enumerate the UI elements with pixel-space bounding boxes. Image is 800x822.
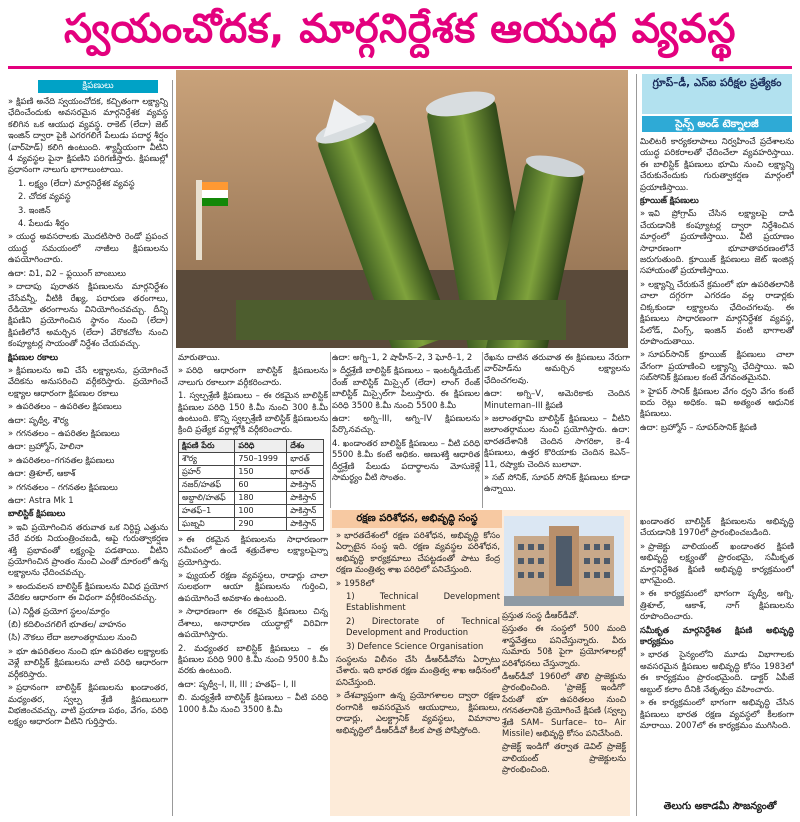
science-technology-box: సైన్స్ అండ్ టెక్నాలజీ bbox=[642, 116, 792, 132]
paragraph: (బి) కదిలించగలిగే భూతల/ వాహనం bbox=[8, 619, 127, 630]
paragraph: రేఖను దాటిన తరువాత ఈ క్షిపణులు నేరుగా వార్‌హెడ్‌ను అమర్చిన లక్ష్యాలను ఛేదించగలవు. bbox=[484, 352, 630, 385]
table-cell: దేశం bbox=[287, 439, 324, 452]
table-cell: ప్రహర్ bbox=[179, 465, 235, 478]
paragraph: 2. చోదక వ్యవస్థ bbox=[18, 191, 71, 202]
table-cell: అబ్దాలి/హతఫ్ bbox=[179, 491, 235, 504]
paragraph: » ఈ రకమైన క్షిపణులను సాధారణంగా సమీపంలో ఉండే శత్రుదేశాల లక్ష్యాలపైన్నా ప్రయోగిస్తారు. bbox=[178, 534, 328, 568]
paragraph: 1. లక్ష్యం (లేదా) మార్గనిర్దేశక వ్యవస్థ bbox=[18, 177, 135, 188]
table-cell: 750–1999 bbox=[235, 452, 287, 465]
table-header-row bbox=[179, 439, 324, 452]
paragraph: ఉదా: అగ్ని–III, అగ్ని–IV క్షిపణులను పేర్కొనవచ్చు. bbox=[332, 413, 480, 435]
paragraph: ప్రస్తుత సంస్థ డీఆర్‌డీవో. bbox=[502, 610, 579, 620]
paragraph: (సి) నౌకలు లేదా జలాంతర్గాముల నుంచి bbox=[8, 632, 137, 643]
paragraph: » ఇవి ప్రయోగించిన తరువాత ఒక నిర్దిష్ట ఎత్తును చేరే వరకు నియంత్రించబడి, ఆపై గురుత్వాకర్షణ శక్తి ప్రభావంతో లక్ష్యంపై పడతాయి. వీటిని ప్రయోగించిన ప్రాంతం నుంచి ఎంతో దూరంలో ఉన్న లక్ష్యాలను ఛేదించవచ్చు. bbox=[8, 522, 168, 579]
paragraph: సంస్థలను విలీనం చేసి డీఆర్‌డీవోను ఏర్పాటు చేశారు. ఇది భారత రక్షణ మంత్రిత్వ శాఖ ఆధీనంలో పనిచేస్తుంది. bbox=[336, 654, 500, 687]
table-cell: భారత్ bbox=[287, 452, 324, 465]
paragraph: » ఉపరితలం–గగనతల క్షిపణులు bbox=[8, 455, 168, 466]
paragraph: » లక్ష్యాన్ని చేరుకునే క్రమంలో భూ ఉపరితలానికి చాలా దగ్గరగా ఎగరడం వల్ల రాడార్లకు చిక్కకుండా లక్ష్యాలను ఛేదించగలవు. ఈ క్షిపణులు సాధారణంగా మార్గనిర్దేశక వ్యవస్థ, పేలోడ్, వింగ్స్, ఇంజిన్ వంటి భాగాలతో రూపొందుతాయి. bbox=[640, 279, 794, 347]
paragraph: » ఫ్యుయల్ రక్షణ వ్యవస్థలు, రాడార్లు చాలా సులభంగా ఆయా క్షిపణులను గుర్తించి, ఉపయోగించే అవకాశం ఉంటుంది. bbox=[178, 570, 328, 604]
paragraph: » ప్రధానంగా బాలిస్టిక్ క్షిపణులను ఖండాంతర, మధ్యంతర, స్వల్ప శ్రేణి క్షిపణులుగా విభజించవచ్చు. వాటి ప్రయాణ పథం, వేగం, పరిధి లక్ష్యం ఆధారంగా వీటిని గుర్తిస్తారు. bbox=[8, 682, 168, 728]
paragraph: ప్రస్తుతం ఈ సంస్థలో 500 మంది శాస్త్రవేత్తలు పనిచేస్తున్నారు. వీరు సుమారు 50కి పైగా ప్రయోగశాలల్లో పరిశోధనలు చేస్తున్నారు. bbox=[502, 623, 626, 668]
paragraph: ప్రాజెక్ట్ ఇండిగో తర్వాత డెవిల్ ప్రాజెక్ట్ వాలియంట్ ప్రాజెక్టులను ప్రారంభించింది. bbox=[502, 741, 626, 775]
paragraph: » జలాంతర్గామి బాలిస్టిక్ క్షిపణులు – వీటిని జలాంతర్గాముల నుంచి ప్రయోగిస్తారు. ఉదా: భారతదేశానికి చెందిన సాగరికా, కె–4 క్షిపణులు, ఉత్తర కొరియాకు చెందిన కెఎన్–11, రష్యాకు చెందిన బులావా. bbox=[484, 413, 630, 470]
paragraph: 3) Defence Science Organisation bbox=[346, 640, 484, 651]
table-cell: పాకిస్తాన్ bbox=[287, 478, 324, 491]
column-divider bbox=[330, 352, 331, 508]
column-divider bbox=[636, 74, 637, 816]
paragraph: » భారతదేశంలో రక్షణ పరిశోధన, అభివృద్ధి కోసం ఏర్పాటైన సంస్థ ఇది. రక్షణ వ్యవస్థల పరిశోధన, అభివృద్ధి కార్యక్రమాలు చేపట్టడంతో పాటు కేంద్ర రక్షణ మంత్రిత్వ శాఖ పరిధిలో పనిచేస్తుంది. bbox=[336, 530, 500, 576]
table-row bbox=[179, 478, 324, 491]
paragraph: 4. పేలుడు శీర్షం bbox=[18, 218, 70, 229]
table-cell: పాకిస్తాన్ bbox=[287, 517, 324, 530]
paragraph: » ఉపరితలం – ఉపరితల క్షిపణులు bbox=[8, 401, 168, 412]
section-heading: క్షిపణుల రకాలు bbox=[8, 351, 59, 362]
table-cell: క్షిపణి పేరు bbox=[179, 439, 235, 452]
column-1 bbox=[8, 96, 168, 816]
paragraph: » సబ్ సోనిక్, సూపర్ సోనిక్ క్షిపణులు కూడా ఉన్నాయి. bbox=[484, 472, 630, 495]
table-cell: 150 bbox=[235, 465, 287, 478]
defence-section-title: రక్షణ పరిశోధన, అభివృద్ధి సంస్థ bbox=[332, 510, 502, 528]
paragraph: మిలిటరీ కార్యకలాపాలు నిర్వహించే ప్రదేశాలను యుద్ధ పరికరాలతో ఛేదించేలా వ్యవహరిస్తాయి. ఈ బాలిస్టిక్ క్షిపణులు భూమి నుంచి లక్ష్యాన్ని చేరుకునేందుకు గురుత్వాకర్షణ మార్గంలో ప్రయాణిస్తాయి. bbox=[640, 136, 794, 192]
group-exam-box: గ్రూప్–డీ, ఎస్‌ఐ పరీక్షల ప్రత్యేకం bbox=[642, 74, 792, 114]
paragraph: » సాధారణంగా ఈ రకమైన క్షిపణులు చిన్న దేశాలు, అనాధారణ యుద్ధాల్లో విరివిగా ఉపయోగిస్తారు. bbox=[178, 606, 328, 640]
table-cell: నజర్/హతఫ్ bbox=[179, 478, 235, 491]
paragraph: 4. ఖండాంతర బాలిస్టిక్ క్షిపణులు – వీటి పరిధి 5500 కి.మీ కంటే అధికం. అణుశక్తి ఆధారిత దీర్ఘశ్రేణి పేలుడు పదార్థాలను మోసుకెళ్లే సామర్థ్యం వీటి సొంతం. bbox=[332, 437, 480, 483]
paragraph: » క్షిపణి అనేది స్వయంచోదక, కచ్చితంగా లక్ష్యాన్ని ఛేదించేందుకు అవసరమైన మార్గనిర్దేశక వ్యవస్థ కలిగిన ఒక ఆయుధ వ్యవస్థ. రాకెట్ (లేదా) జెట్ ఇంజిన్ ద్వారా పైకి ఎగరగలిగే పేలుడు పదార్థ శీర్షం (వార్‌హెడ్) కలిగి ఉంటుంది. శ్యాస్త్రీయంగా వీటిని 4 వ్యవస్థల పైనా క్షిపణిని పరిగణిస్తారు. క్షిపణుల్లో ప్రధానంగా నాలుగు భాగాలుంటాయి. bbox=[8, 96, 168, 176]
table-cell: పరిధి bbox=[235, 439, 287, 452]
paragraph: ఉదా: వి1, వి2 – ఫ్లయింగ్ బాంబులు bbox=[8, 267, 126, 278]
drdo-building-svg bbox=[504, 516, 624, 606]
table-cell: పాకిస్తాన్ bbox=[287, 504, 324, 517]
table-cell: ఘజ్నవి bbox=[179, 517, 235, 530]
credit-line: తెలుగు అకాడమీ సౌజన్యంతో bbox=[663, 801, 777, 812]
column-4 bbox=[484, 352, 630, 504]
paragraph: ఉదా: పృథ్వీ, శౌర్య bbox=[8, 414, 69, 425]
paragraph: » గగనతలం – గగనతల క్షిపణులు bbox=[8, 482, 168, 493]
paragraph: బి. మధ్యశ్రేణి బాలిస్టిక్ క్షిపణులు – వీటి పరిధి 1000 కి.మీ నుంచి 3500 కి.మీ bbox=[178, 692, 328, 714]
table-cell: 180 bbox=[235, 491, 287, 504]
column-divider bbox=[482, 352, 483, 508]
paragraph: 2) Directorate of Technical Development and Production bbox=[346, 615, 500, 638]
paragraph: » ఇవి ప్రోగ్రామ్ చేసిన లక్ష్యాలపై దాడి చేయడానికి కంప్యూటర్ల ద్వారా నిర్దేశించిన మార్గంలో ప్రయాణిస్తాయి. వీటి ప్రయాణం సాధారణంగా భూవాతావరణంలోనే జరుగుతుంది. క్రూయిజ్ క్షిపణులు జెట్ ఇంజిన్ల సహాయంతో ప్రయాణిస్తాయి. bbox=[640, 208, 794, 276]
paragraph: » గగనతలం – ఉపరితల క్షిపణులు bbox=[8, 428, 168, 439]
paragraph: » దేశవ్యాప్తంగా ఉన్న ప్రయోగశాలల ద్వారా రక్షణ రంగానికి అవసరమైన ఆయుధాలు, క్షిపణులు, రాడార్లు, ఎలక్ట్రానిక్ వ్యవస్థలు, విమానాల అభివృద్ధిలో డీఆర్‌డీవో కీలక పాత్ర పోషిస్తోంది. bbox=[336, 690, 500, 736]
missile-parade-photo-svg bbox=[176, 70, 628, 348]
paragraph: డీఆర్‌డీవో 1960లో తొలి ప్రాజెక్టును ప్రారంభించింది. 'ప్రాజెక్ట్ ఇండిగో' పేరుతో భూ ఉపరితలం నుంచి గగనతలానికి ప్రయోగించే క్షిపణి (స్వల్ప శ్రేణి SAM– Surface– to– Air Missile) అభివృద్ధి కోసం పనిచేసింది. bbox=[502, 671, 626, 739]
paragraph: ఉదా: Astra Mk 1 bbox=[8, 495, 74, 505]
paragraph: » క్షిపణులను అవి చేసే లక్ష్యాలను, ప్రయోగించే వేదికను అనుసరించి వర్గీకరిస్తారు. ప్రయోగించే లక్ష్యాల ఆధారంగా క్షిపణుల రకాలు bbox=[8, 365, 168, 399]
column-3 bbox=[332, 352, 480, 504]
defence-column-1 bbox=[336, 530, 500, 814]
paragraph: » భారత సైన్యంలోని మూడు విభాగాలకు అవసరమైన క్షిపణుల అభివృద్ధి కోసం 1983లో ఈ కార్యక్రమం ప్రారంభమైంది. డాక్టర్ ఏపీజే అబ్దుల్ కలాం దీనికి నేతృత్వం వహించారు. bbox=[640, 649, 794, 695]
missile-table bbox=[178, 439, 324, 531]
paragraph: » పరిధి ఆధారంగా బాలిస్టిక్ క్షిపణులను నాలుగు రకాలుగా వర్గీకరించారు. bbox=[178, 365, 328, 388]
paragraph: ఉదా: పృథ్వీ–I, II, III ; హతఫ్– I, II bbox=[178, 678, 297, 689]
headline: స్వయంచోదక, మార్గనిర్దేశక ఆయుధ వ్యవస్థ bbox=[64, 6, 736, 52]
column-8 bbox=[640, 516, 794, 796]
headline-rule bbox=[8, 66, 792, 69]
paragraph: ఉదా: అగ్ని–1, 2 షాహీన్–2, 3 ఘోరీ–1, 2 bbox=[332, 352, 473, 362]
paragraph: ఉదా: త్రిశూల్, ఆకాశ్ bbox=[8, 468, 76, 479]
table-row bbox=[179, 517, 324, 530]
paragraph: » అందువలన బాలిస్టిక్ క్షిపణులను వివిధ ప్రయోగ వేదికల ఆధారంగా ఈ విధంగా వర్గీకరించవచ్చు. bbox=[8, 581, 168, 604]
paragraph: » 1958లో bbox=[336, 578, 500, 589]
table-cell: భారత్ bbox=[287, 465, 324, 478]
table-cell: హతఫ్–1 bbox=[179, 504, 235, 517]
paragraph: ఉదా: బ్రహ్మోస్ – సూపర్‌సానిక్ క్షిపణి bbox=[640, 421, 757, 432]
paragraph: ఖండాంతర బాలిస్టిక్ క్షిపణులను అభివృద్ధి చేయడానికి 1970లో ప్రారంభించబడింది. bbox=[640, 516, 794, 538]
table-row bbox=[179, 465, 324, 478]
column-7 bbox=[640, 136, 794, 512]
table-row bbox=[179, 452, 324, 465]
column-2 bbox=[178, 352, 328, 818]
paragraph: » ప్రాజెక్టు వాలియంట్ ఖండాంతర క్షిపణి అభివృద్ధి లక్ష్యంతో ప్రారంభమై, సమీకృత మార్గనిర్దేశిత క్షిపణి అభివృద్ధి కార్యక్రమంలో భాగమైంది. bbox=[640, 541, 794, 587]
paragraph: మారుతాయి. bbox=[178, 352, 220, 362]
paragraph: ఉదా: బ్రహ్మోస్, హెలినా bbox=[8, 441, 84, 452]
paragraph: (ఎ) నిర్ణీత ప్రయోగ స్థలం/మార్గం bbox=[8, 605, 110, 616]
section-heading: బాలిస్టిక్ క్షిపణులు bbox=[8, 508, 66, 519]
paragraph: 2. మధ్యంతర బాలిస్టిక్ క్షిపణులు – ఈ క్షిపణుల పరిధి 900 కి.మీ నుంచి 9500 కి.మీ వరకు ఉంటుంది. bbox=[178, 642, 328, 676]
left-box-title: క్షిపణులు bbox=[38, 80, 158, 93]
paragraph: ఉదా: అగ్ని–V, అమెరికాకు చెందిన Minuteman–III క్షిపణి bbox=[484, 388, 630, 410]
paragraph: » యుద్ధ అవసరాలకు మొదటిసారి రెండో ప్రపంచ యుద్ధ సమయంలో నాజీలు క్షిపణులను ఉపయోగించారు. bbox=[8, 231, 168, 265]
column-2-text bbox=[178, 352, 328, 436]
paragraph: 1. స్వల్పశ్రేణి క్షిపణులు – ఈ రకమైన బాలిస్టిక్ క్షిపణుల పరిధి 150 కి.మీ నుంచి 300 కి.మీ ఉంటుంది. కొన్ని స్వల్పశ్రేణి బాలిస్టిక్ క్షిపణులను క్రింది ప్రత్యేక వర్గాల్లోకి వర్గీకరించారు. bbox=[178, 390, 328, 435]
paragraph: 1) Technical Development Establishment bbox=[346, 591, 500, 613]
paragraph: » దాదాపు పురాతన క్షిపణులను మార్గనిర్దేశం చేసేవన్నీ, వీటికి రేఖ్య, పరారుణ తరంగాలు, రేడియో తరంగాలను వినియోగించవచ్చు. దీన్ని క్షిపణిని ప్రయోగించిన స్థానం నుంచి (లేదా) క్షిపణిలోనే అమర్చిన (లేదా) వేరొకచోట నుంచి కంప్యూటర్ల సాయంతో నిర్దేశం చేయవచ్చు. bbox=[8, 281, 168, 349]
table-cell: 290 bbox=[235, 517, 287, 530]
table-cell: పాకిస్తాన్ bbox=[287, 491, 324, 504]
table-cell: 60 bbox=[235, 478, 287, 491]
paragraph: » సూపర్‌సానిక్ క్రూయిజ్ క్షిపణులు చాలా వేగంగా ప్రయాణించి లక్ష్యాన్ని ఛేదిస్తాయి. ఇవి సబ్‌సోనిక్ క్షిపణుల కంటే వేగవంతమైనవి. bbox=[640, 349, 794, 383]
drdo-building-image bbox=[504, 516, 624, 606]
paragraph: » భూ ఉపరితలం నుంచి భూ ఉపరితల లక్ష్యాలకు వెళ్లే బాలిస్టిక్ క్షిపణులను వాటి పరిధి ఆధారంగా వర్గీకరిస్తారు. bbox=[8, 646, 168, 680]
section-heading: క్రూయిజ్ క్షిపణులు bbox=[640, 195, 699, 206]
defence-column-2 bbox=[502, 610, 626, 814]
column-2-text-b bbox=[178, 534, 328, 715]
section-heading: సమీకృత మార్గనిర్దేశిత క్షిపణి అభివృద్ధి కార్యక్రమం bbox=[640, 624, 794, 647]
paragraph: » హైపర్ సానిక్ క్షిపణుల వేగం ధ్వని వేగం కంటే ఐదు రెట్లు అధికం. ఇవి అత్యంత ఆధునిక క్షిపణులు. bbox=[640, 386, 794, 420]
paragraph: 3. ఇంజిన్ bbox=[18, 204, 51, 215]
table-cell: శౌర్య bbox=[179, 452, 235, 465]
column-divider bbox=[172, 80, 173, 816]
table-row bbox=[179, 491, 324, 504]
paragraph: » ఈ కార్యక్రమంలో భాగంగా అభివృద్ధి చేసిన క్షిపణులు భారత రక్షణ వ్యవస్థలో కీలకంగా మారాయి. 2007లో ఈ కార్యక్రమం ముగిసింది. bbox=[640, 697, 794, 731]
table-row bbox=[179, 504, 324, 517]
table-cell: 100 bbox=[235, 504, 287, 517]
paragraph: » దీర్ఘశ్రేణి బాలిస్టిక్ క్షిపణులు – ఇంటర్మీడియేట్ రేంజ్ బాలిస్టిక్ మిస్సైల్ (లేదా) లాంగ్ రేంజ్ బాలిస్టిక్ మిస్సైల్‌గా పిలుస్తారు. ఈ క్షిపణుల పరిధి 3500 కి.మీ నుంచి 5500 కి.మీ bbox=[332, 365, 480, 411]
paragraph: » ఈ కార్యక్రమంలో భాగంగా పృథ్వీ, అగ్ని, త్రిశూల్, ఆకాశ్, నాగ్ క్షిపణులను రూపొందించారు. bbox=[640, 588, 794, 622]
missile-parade-photo bbox=[176, 70, 628, 348]
